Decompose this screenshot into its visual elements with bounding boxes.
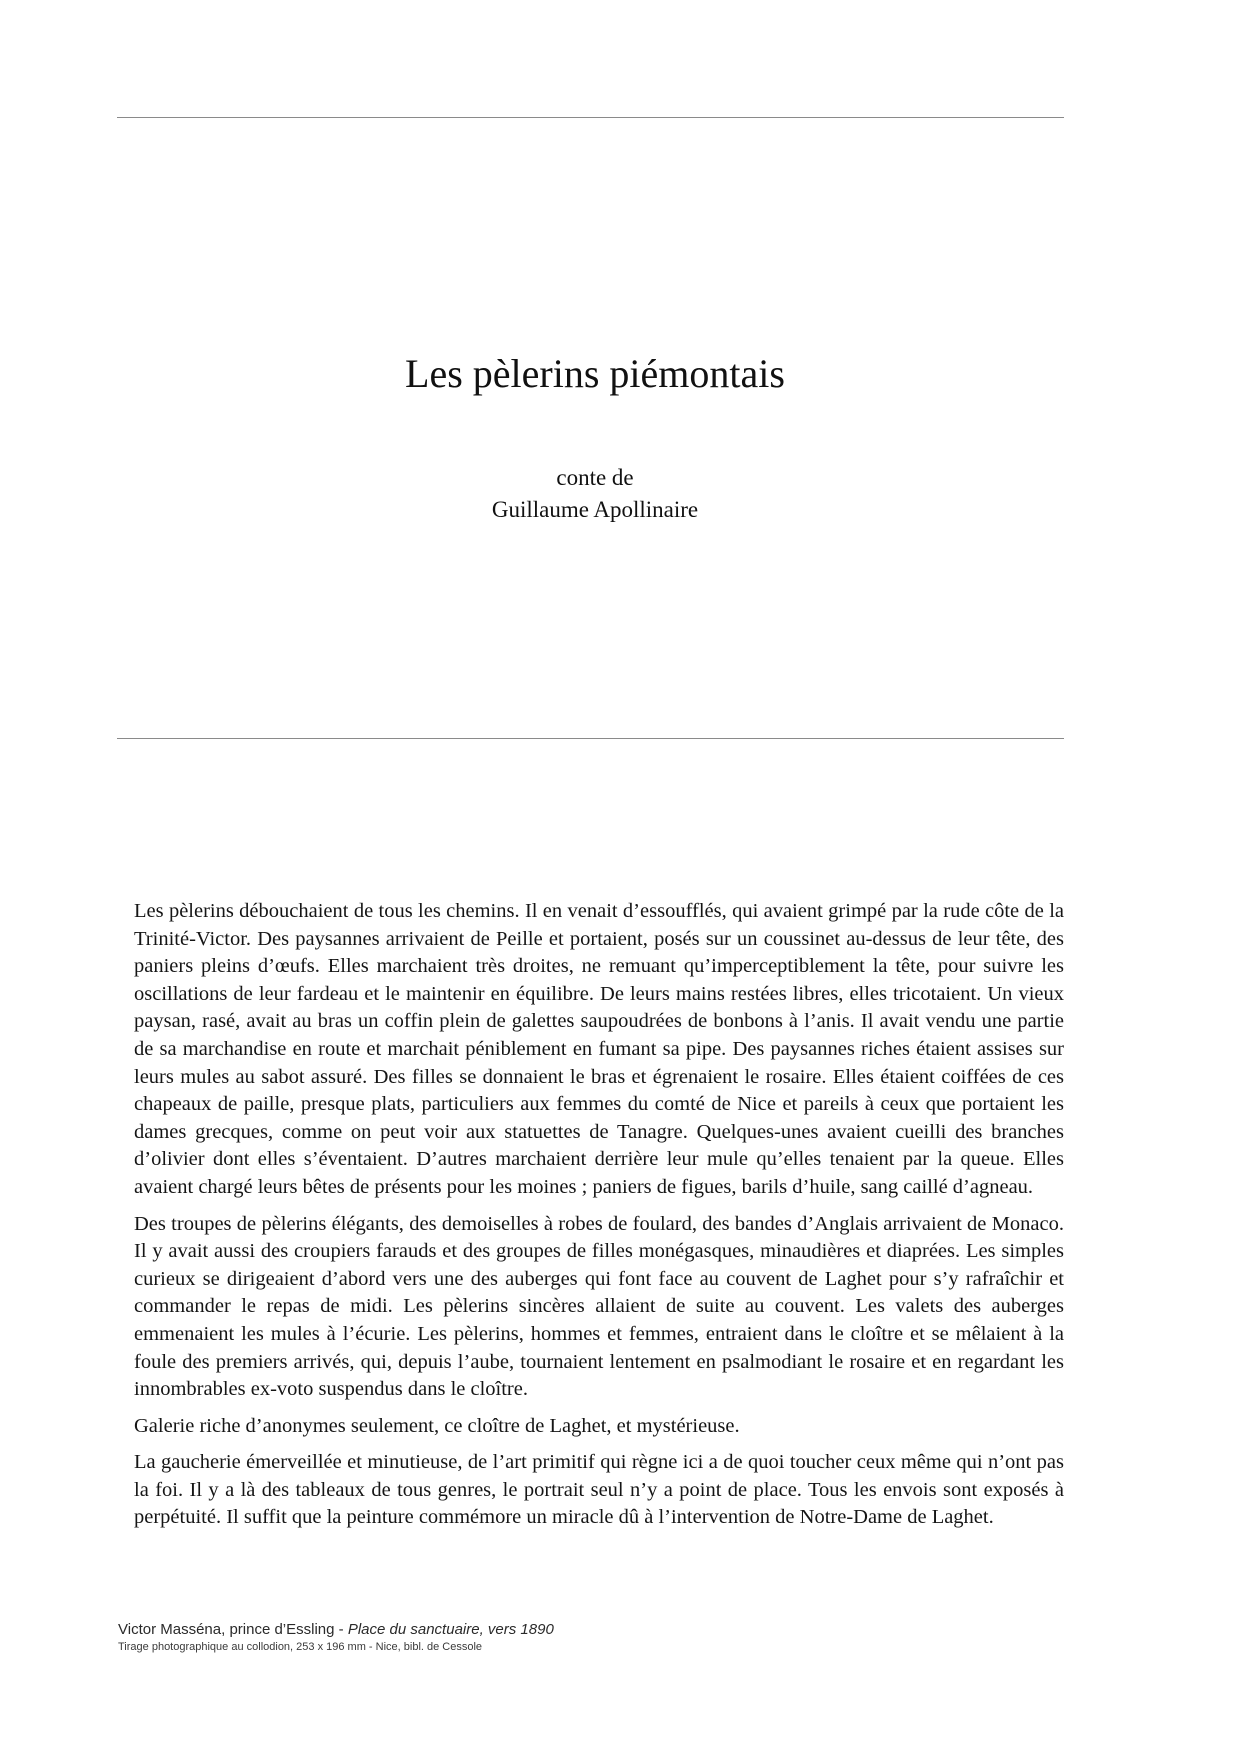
image-caption: [118, 1620, 1018, 1655]
paragraph: Galerie riche d’anonymes seulement, ce cloître de Laghet, et mystérieuse.: [134, 1414, 740, 1437]
paragraph: La gaucherie émerveillée et minutieuse, de l’art primitif qui règne ici a de quoi toucher ceux même qui n’ont pas la foi. Il y a là des tableaux de tous genres, le portrait seul n’y a point de place. Tous les envois sont exposés à perpétuité. Il suffit que la peinture commémore un miracle dû à l’intervention de Notre-Dame de Laghet.: [134, 1451, 1064, 1529]
top-rule: [117, 117, 1064, 118]
byline: [0, 462, 1190, 526]
caption-details: Tirage photographique au collodion, 253 x 196 mm - Nice, bibl. de Cessole: [118, 1641, 483, 1653]
paragraph: Des troupes de pèlerins élégants, des demoiselles à robes de foulard, des bandes d’Anglais arrivaient de Monaco. Il y avait aussi des croupiers farauds et des groupes de filles monégasques, minaudières et diaprées. Les simples curieux se dirigeaient d’abord vers une des auberges qui font face au couvent de Laghet pour s’y rafraîchir et commander le repas de midi. Les pèlerins sincères allaient de suite au couvent. Les valets des auberges emmenaient les mules à l’écurie. Les pèlerins, hommes et femmes, entraient dans le cloître et se mêlaient à la foule des premiers arrivés, qui, depuis l’aube, tournaient lentement en psalmodiant le rosaire et en regardant les innombrables ex-voto suspendus dans le cloître.: [134, 1212, 1064, 1401]
story-title: Les pèlerins piémontais: [405, 351, 785, 396]
byline-author: Guillaume Apollinaire: [491, 497, 699, 522]
story-body: [134, 898, 1064, 1541]
paragraph: Les pèlerins débouchaient de tous les chemins. Il en venait d’essoufflés, qui avaient grimpé par la rude côte de la Trinité-Victor. Des paysannes arrivaient de Peille et portaient, posés sur un coussinet au-dessus de leur tête, des paniers pleins d’œufs. Elles marchaient très droites, ne remuant qu’imperceptiblement la tête, pour suivre les oscillations de leur fardeau et le maintenir en équilibre. De leurs mains restées libres, elles tricotaient. Un vieux paysan, rasé, avait au bras un coffin plein de galettes saupoudrées de bonbons à l’anis. Il avait vendu une partie de sa marchandise en route et marchait péniblement en fumant sa pipe. Des paysannes riches étaient assises sur leurs mules au sabot assuré. Des filles se donnaient le bras et égrenaient le rosaire. Elles étaient coiffées de ces chapeaux de paille, presque plats, particuliers aux femmes du comté de Nice et pareils à ceux que portaient les dames grecques, comme on peut voir aux statuettes de Tanagre. Quelques-unes avaient cueilli des branches d’olivier dont elles s’éventaient. D’autres marchaient derrière leur mule qu’elles tenaient par la queue. Elles avaient chargé leurs bêtes de présents pour les moines ; paniers de figues, barils d’huile, sang caillé d’agneau.: [134, 900, 1064, 1198]
caption-author: Victor Masséna, prince d’Essling -: [118, 1621, 348, 1638]
caption-work: Place du sanctuaire, vers 1890: [347, 1621, 554, 1638]
caption-title-line: [118, 1620, 1018, 1640]
bottom-rule: [117, 738, 1064, 739]
byline-intro: conte de: [556, 465, 634, 490]
